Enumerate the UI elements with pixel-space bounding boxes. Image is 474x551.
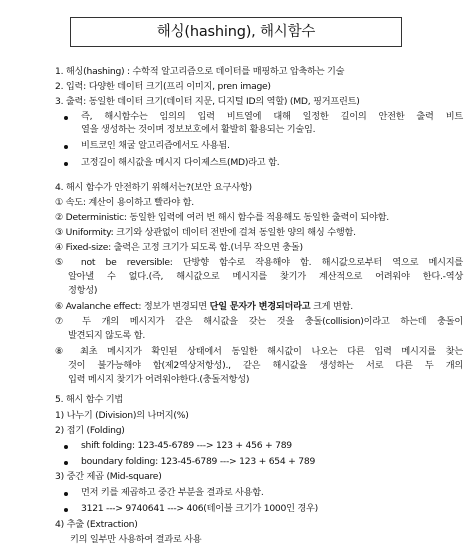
bullet-icon — [64, 461, 68, 465]
extraction-desc: 키의 일부만 사용하여 결과로 사용 — [70, 534, 202, 545]
requirement-8: ⑧ 최초 메시지가 확인된 상태에서 동일한 해시값이 나오는 다른 입력 메시지를 찾는 — [55, 346, 463, 357]
section-heading-security: 4. 해시 함수가 안전하기 위해서는?(보안 요구사항) — [55, 182, 252, 193]
requirement-6-text-end: 크게 변함. — [310, 301, 353, 312]
technique-mid-square: 3) 중간 제곱 (Mid-square) — [55, 471, 162, 482]
section-heading-techniques: 5. 해시 함수 기법 — [55, 394, 124, 405]
folding-boundary-example: boundary folding: 123-45-6789 ---> 123 + 654 + 789 — [81, 456, 316, 467]
bullet-item-md: 고정길이 해시값을 메시지 다이제스트(MD)라고 함. — [81, 157, 280, 168]
technique-folding: 2) 접기 (Folding) — [55, 425, 125, 436]
requirement-6-text: ⑥ Avalanche effect: 정보가 변경되면 — [55, 301, 210, 312]
requirement-6-emphasis: 단일 문자가 변경되더라고 — [209, 301, 311, 312]
requirement-8-cont: 것이 불가능해야 함(제2역상저항성)., 같은 해시값을 생성하는 서로 다른 두 개의 — [68, 360, 463, 371]
list-item-2: 2. 입력: 다양한 데이터 크기(프리 이미지, pren image) — [55, 81, 271, 92]
bullet-icon — [64, 145, 68, 149]
bullet-icon — [64, 508, 68, 512]
bullet-icon — [64, 492, 68, 496]
requirement-5: ⑤ not be reversible: 단방향 함수로 작용해야 함. 해시값으로부터 역으로 메시지를 — [55, 257, 463, 268]
bullet-item-definition-cont: 열을 생성하는 것이며 정보보호에서 활발히 활용되는 기술임. — [81, 124, 316, 135]
requirement-2: ② Deterministic: 동일한 입력에 여러 번 해시 함수를 적용해도 동일한 출력이 되야함. — [55, 212, 389, 223]
requirement-7-cont: 발견되지 않도록 함. — [68, 330, 146, 341]
bullet-icon — [64, 116, 68, 120]
folding-shift-example: shift folding: 123-45-6789 ---> 123 + 456 + 789 — [81, 440, 292, 451]
bullet-item-definition: 즉, 해시함수는 임의의 입력 비트열에 대해 일정한 길이의 안전한 출력 비트 — [81, 111, 463, 122]
requirement-6 — [55, 301, 353, 313]
requirement-1: ① 속도: 계산이 용이하고 빨라야 함. — [55, 197, 194, 208]
list-item-1: 1. 해싱(hashing) : 수학적 알고리즘으로 데이터를 매핑하고 압축하는 기술 — [55, 66, 345, 77]
requirement-5-cont: 정항성) — [68, 285, 98, 296]
technique-extraction: 4) 추출 (Extraction) — [55, 519, 138, 530]
requirement-5-cont: 알아낼 수 없다.(즉, 해시값으로 메시지를 찾기가 계산적으로 어려워야 한다.-역상 — [68, 271, 463, 282]
requirement-3: ③ Uniformity: 크기와 상관없이 데이터 전반에 걸쳐 동일한 양의 해싱 수행함. — [55, 227, 356, 238]
requirement-7: ⑦ 두 개의 메시지가 같은 해시값을 갖는 것을 충돌(collision)이라고 하는데 충돌이 — [55, 316, 463, 327]
technique-division: 1) 나누기 (Division)의 나머지(%) — [55, 410, 189, 421]
requirement-4: ④ Fixed-size: 출력은 고정 크기가 되도록 함.(너무 작으면 충돌) — [55, 242, 303, 253]
page-title: 해싱(hashing), 해시함수 — [70, 17, 402, 47]
mid-square-example: 3121 ---> 9740641 ---> 406(테이블 크기가 1000인 경우) — [81, 503, 318, 514]
bullet-icon — [64, 162, 68, 166]
mid-square-desc: 먼저 키를 제곱하고 중간 부분을 결과로 사용함. — [81, 487, 264, 498]
bullet-item-bitcoin: 비트코인 채굴 알고리즘에서도 사용됨. — [81, 140, 230, 151]
bullet-icon — [64, 445, 68, 449]
list-item-3: 3. 출력: 동일한 데이터 크기(데이터 지문, 디지털 ID의 역할) (MD, 핑거프린트) — [55, 96, 360, 107]
requirement-8-cont: 입력 메시지 찾기가 어려워야한다.(충돌저항성) — [68, 374, 250, 385]
